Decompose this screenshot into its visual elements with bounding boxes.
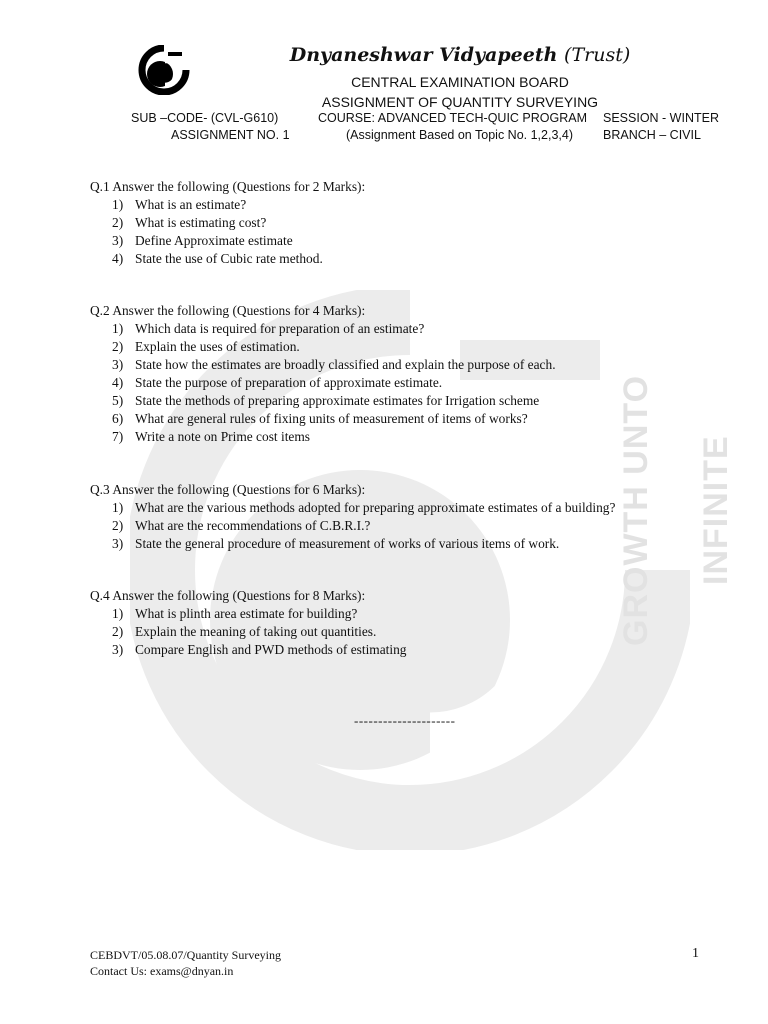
item-number: 1) — [112, 321, 124, 336]
item-number: 3) — [112, 233, 124, 248]
question-3 — [90, 481, 710, 553]
question-title: Q.1 Answer the following (Questions for 2 Marks): — [90, 179, 366, 194]
page-number: 1 — [692, 946, 699, 961]
question-4 — [90, 587, 710, 659]
question-title: Q.3 Answer the following (Questions for 6 Marks): — [90, 482, 366, 497]
list-item — [90, 356, 710, 374]
assignment-title: ASSIGNMENT OF QUANTITY SURVEYING — [321, 94, 599, 110]
item-number: 1) — [112, 197, 124, 212]
item-text: What are the various methods adopted for preparing approximate estimates of a building? — [135, 500, 616, 515]
item-number: 2) — [112, 518, 124, 533]
list-item — [90, 338, 710, 356]
item-text: What is estimating cost? — [135, 215, 267, 230]
item-number: 3) — [112, 357, 124, 372]
item-number: 2) — [112, 215, 124, 230]
item-text: Which data is required for preparation of an estimate? — [135, 321, 425, 336]
item-text: What are general rules of fixing units of measurement of items of works? — [135, 411, 528, 426]
list-item — [90, 517, 710, 535]
item-text: State how the estimates are broadly classified and explain the purpose of each. — [135, 357, 556, 372]
question-title: Q.4 Answer the following (Questions for 8 Marks): — [90, 588, 366, 603]
session: SESSION - WINTER — [603, 111, 719, 125]
question-list — [90, 499, 710, 553]
list-item — [90, 499, 710, 517]
topic-basis: (Assignment Based on Topic No. 1,2,3,4) — [346, 128, 573, 142]
organization-name — [250, 44, 670, 66]
item-text: State the general procedure of measurement of works of various items of work. — [135, 536, 560, 551]
item-number: 7) — [112, 429, 124, 444]
question-list — [90, 605, 710, 659]
item-number: 1) — [112, 606, 124, 621]
question-list — [90, 320, 710, 446]
institute-logo — [138, 45, 190, 95]
item-text: State the purpose of preparation of approximate estimate. — [135, 375, 443, 390]
item-text: Define Approximate estimate — [135, 233, 293, 248]
assignment-number: ASSIGNMENT NO. 1 — [171, 128, 290, 142]
item-text: What are the recommendations of C.B.R.I.? — [135, 518, 371, 533]
list-item — [90, 641, 710, 659]
item-text: Compare English and PWD methods of estimating — [135, 642, 407, 657]
list-item — [90, 410, 710, 428]
branch: BRANCH – CIVIL — [603, 128, 701, 142]
list-item — [90, 535, 710, 553]
question-list — [90, 196, 710, 268]
question-2 — [90, 302, 710, 446]
org-suffix: (Trust) — [564, 44, 631, 66]
item-number: 4) — [112, 251, 124, 266]
subject-code: SUB –CODE- (CVL-G610) — [131, 111, 279, 125]
list-item — [90, 392, 710, 410]
item-number: 5) — [112, 393, 124, 408]
item-number: 2) — [112, 339, 124, 354]
item-number: 3) — [112, 536, 124, 551]
course-name: COURSE: ADVANCED TECH-QUIC PROGRAM — [318, 111, 588, 125]
document-reference: CEBDVT/05.08.07/Quantity Surveying — [90, 948, 281, 962]
item-text: What is an estimate? — [135, 197, 247, 212]
item-number: 2) — [112, 624, 124, 639]
contact-email: Contact Us: exams@dnyan.in — [90, 964, 234, 978]
item-number: 4) — [112, 375, 124, 390]
item-text: State the use of Cubic rate method. — [135, 251, 323, 266]
list-item — [90, 605, 710, 623]
list-item — [90, 374, 710, 392]
board-title: CENTRAL EXAMINATION BOARD — [351, 74, 569, 90]
list-item — [90, 250, 710, 268]
item-text: Explain the uses of estimation. — [135, 339, 300, 354]
list-item — [90, 623, 710, 641]
list-item — [90, 214, 710, 232]
footer — [90, 947, 281, 979]
org-name-text: Dnyaneshwar Vidyapeeth — [289, 44, 558, 66]
end-divider: --------------------- — [354, 713, 456, 728]
list-item — [90, 320, 710, 338]
item-text: Explain the meaning of taking out quantities. — [135, 624, 377, 639]
item-number: 1) — [112, 500, 124, 515]
item-number: 3) — [112, 642, 124, 657]
item-text: State the methods of preparing approximate estimates for Irrigation scheme — [135, 393, 540, 408]
question-1 — [90, 178, 710, 268]
item-number: 6) — [112, 411, 124, 426]
question-title: Q.2 Answer the following (Questions for 4 Marks): — [90, 303, 366, 318]
list-item — [90, 232, 710, 250]
item-text: Write a note on Prime cost items — [135, 429, 310, 444]
list-item — [90, 428, 710, 446]
item-text: What is plinth area estimate for building? — [135, 606, 358, 621]
watermark-text: GROWTH UNTO INFINITE — [617, 374, 735, 646]
list-item — [90, 196, 710, 214]
